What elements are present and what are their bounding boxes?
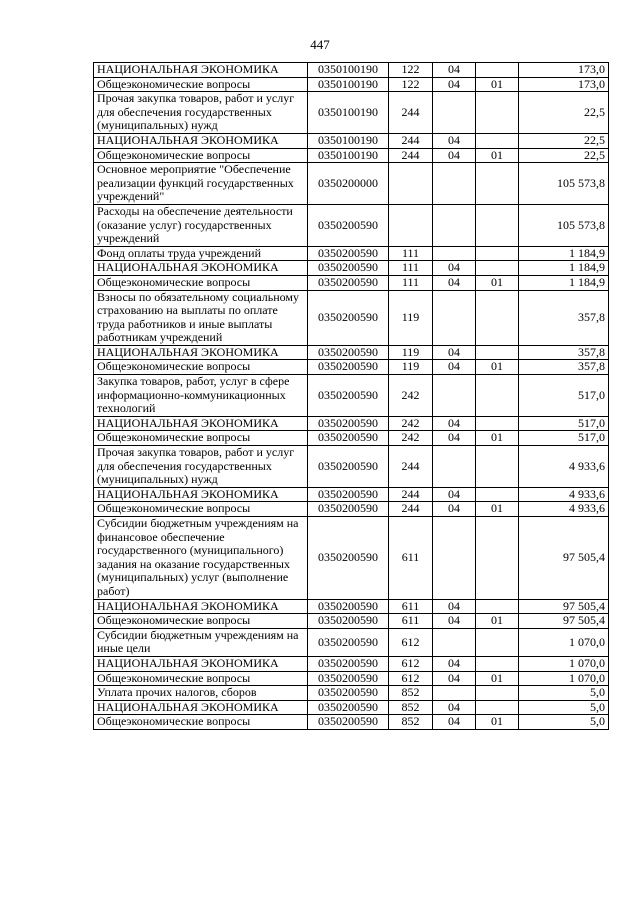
row-code-cell: 0350100190 (308, 63, 389, 78)
table-row (94, 628, 609, 656)
row-subsection-cell: 01 (476, 502, 519, 517)
row-section-cell (433, 204, 476, 246)
row-expense-type-cell: 612 (389, 656, 433, 671)
row-sum-cell: 97 505,4 (519, 599, 609, 614)
row-name-cell: Общеэкономические вопросы (94, 77, 308, 92)
row-subsection-cell (476, 290, 519, 345)
row-subsection-cell (476, 656, 519, 671)
row-subsection-cell (476, 700, 519, 715)
row-code-cell: 0350200590 (308, 502, 389, 517)
row-name-cell: Субсидии бюджетным учреждениям на иные цели (94, 628, 308, 656)
row-section-cell: 04 (433, 487, 476, 502)
row-sum-cell: 5,0 (519, 715, 609, 730)
row-sum-cell: 5,0 (519, 700, 609, 715)
row-subsection-cell (476, 446, 519, 488)
row-expense-type-cell: 244 (389, 92, 433, 134)
row-sum-cell: 517,0 (519, 416, 609, 431)
row-sum-cell: 1 184,9 (519, 261, 609, 276)
row-code-cell: 0350200590 (308, 431, 389, 446)
row-sum-cell: 97 505,4 (519, 517, 609, 600)
row-code-cell: 0350200590 (308, 517, 389, 600)
row-name-cell: Субсидии бюджетным учреждениям на финансовое обеспечение государственного (муниципального) задания на оказание государственных (муниципальных) услуг (выполнение работ) (94, 517, 308, 600)
row-section-cell: 04 (433, 416, 476, 431)
row-code-cell: 0350200590 (308, 656, 389, 671)
row-sum-cell: 173,0 (519, 63, 609, 78)
row-expense-type-cell: 611 (389, 614, 433, 629)
row-subsection-cell: 01 (476, 671, 519, 686)
row-section-cell: 04 (433, 599, 476, 614)
row-subsection-cell (476, 163, 519, 205)
table-row (94, 77, 609, 92)
budget-table-body (94, 63, 609, 730)
row-expense-type-cell: 244 (389, 502, 433, 517)
row-section-cell: 04 (433, 345, 476, 360)
row-expense-type-cell: 111 (389, 261, 433, 276)
table-row (94, 375, 609, 417)
row-section-cell: 04 (433, 77, 476, 92)
row-subsection-cell (476, 375, 519, 417)
table-row (94, 204, 609, 246)
row-name-cell: НАЦИОНАЛЬНАЯ ЭКОНОМИКА (94, 656, 308, 671)
table-row (94, 599, 609, 614)
row-code-cell: 0350200590 (308, 275, 389, 290)
row-section-cell: 04 (433, 148, 476, 163)
row-code-cell: 0350200590 (308, 686, 389, 701)
row-expense-type-cell: 244 (389, 487, 433, 502)
row-code-cell: 0350100190 (308, 77, 389, 92)
row-section-cell (433, 446, 476, 488)
row-name-cell: Расходы на обеспечение деятельности (оказание услуг) государственных учреждений (94, 204, 308, 246)
row-section-cell (433, 628, 476, 656)
row-expense-type-cell: 122 (389, 77, 433, 92)
row-name-cell: НАЦИОНАЛЬНАЯ ЭКОНОМИКА (94, 261, 308, 276)
row-code-cell: 0350200590 (308, 700, 389, 715)
row-sum-cell: 4 933,6 (519, 446, 609, 488)
row-expense-type-cell: 852 (389, 686, 433, 701)
row-section-cell: 04 (433, 614, 476, 629)
row-subsection-cell (476, 204, 519, 246)
table-row (94, 290, 609, 345)
row-sum-cell: 22,5 (519, 133, 609, 148)
row-name-cell: Общеэкономические вопросы (94, 614, 308, 629)
row-code-cell: 0350200590 (308, 204, 389, 246)
row-sum-cell: 1 184,9 (519, 275, 609, 290)
row-sum-cell: 357,8 (519, 345, 609, 360)
table-row (94, 686, 609, 701)
row-sum-cell: 517,0 (519, 375, 609, 417)
table-row (94, 163, 609, 205)
row-code-cell: 0350200590 (308, 375, 389, 417)
row-section-cell: 04 (433, 360, 476, 375)
row-expense-type-cell: 612 (389, 628, 433, 656)
row-subsection-cell: 01 (476, 715, 519, 730)
row-section-cell (433, 246, 476, 261)
row-subsection-cell: 01 (476, 77, 519, 92)
row-name-cell: Закупка товаров, работ, услуг в сфере информационно-коммуникационных технологий (94, 375, 308, 417)
row-section-cell (433, 163, 476, 205)
row-code-cell: 0350200590 (308, 446, 389, 488)
page-number: 447 (310, 37, 330, 52)
row-section-cell: 04 (433, 133, 476, 148)
row-sum-cell: 517,0 (519, 431, 609, 446)
row-name-cell: Общеэкономические вопросы (94, 502, 308, 517)
table-row (94, 487, 609, 502)
row-name-cell: НАЦИОНАЛЬНАЯ ЭКОНОМИКА (94, 133, 308, 148)
row-sum-cell: 105 573,8 (519, 204, 609, 246)
row-subsection-cell (476, 63, 519, 78)
row-expense-type-cell: 242 (389, 416, 433, 431)
row-name-cell: НАЦИОНАЛЬНАЯ ЭКОНОМИКА (94, 345, 308, 360)
row-expense-type-cell: 119 (389, 360, 433, 375)
row-sum-cell: 1 070,0 (519, 628, 609, 656)
row-code-cell: 0350200590 (308, 671, 389, 686)
row-code-cell: 0350100190 (308, 92, 389, 134)
row-expense-type-cell: 852 (389, 700, 433, 715)
row-sum-cell: 97 505,4 (519, 614, 609, 629)
row-expense-type-cell: 111 (389, 275, 433, 290)
table-row (94, 261, 609, 276)
row-sum-cell: 1 070,0 (519, 656, 609, 671)
row-subsection-cell (476, 261, 519, 276)
row-expense-type-cell: 244 (389, 133, 433, 148)
row-expense-type-cell: 611 (389, 517, 433, 600)
row-section-cell: 04 (433, 431, 476, 446)
row-section-cell (433, 92, 476, 134)
table-row (94, 416, 609, 431)
row-code-cell: 0350200590 (308, 261, 389, 276)
row-sum-cell: 357,8 (519, 290, 609, 345)
row-sum-cell: 173,0 (519, 77, 609, 92)
row-code-cell: 0350200590 (308, 345, 389, 360)
table-row (94, 656, 609, 671)
row-expense-type-cell (389, 163, 433, 205)
row-expense-type-cell: 119 (389, 290, 433, 345)
row-subsection-cell: 01 (476, 275, 519, 290)
row-code-cell: 0350200590 (308, 246, 389, 261)
row-sum-cell: 105 573,8 (519, 163, 609, 205)
row-code-cell: 0350200590 (308, 614, 389, 629)
row-name-cell: НАЦИОНАЛЬНАЯ ЭКОНОМИКА (94, 599, 308, 614)
row-name-cell: Общеэкономические вопросы (94, 715, 308, 730)
row-subsection-cell (476, 133, 519, 148)
row-section-cell: 04 (433, 700, 476, 715)
row-name-cell: Общеэкономические вопросы (94, 431, 308, 446)
row-code-cell: 0350200590 (308, 715, 389, 730)
row-section-cell: 04 (433, 671, 476, 686)
row-name-cell: Прочая закупка товаров, работ и услуг для обеспечения государственных (муниципальных) нужд (94, 446, 308, 488)
row-subsection-cell: 01 (476, 431, 519, 446)
table-row (94, 63, 609, 78)
row-expense-type-cell (389, 204, 433, 246)
row-subsection-cell (476, 517, 519, 600)
table-row (94, 246, 609, 261)
row-expense-type-cell: 242 (389, 375, 433, 417)
table-row (94, 700, 609, 715)
row-sum-cell: 22,5 (519, 148, 609, 163)
row-subsection-cell: 01 (476, 360, 519, 375)
row-expense-type-cell: 122 (389, 63, 433, 78)
row-section-cell (433, 290, 476, 345)
table-row (94, 345, 609, 360)
row-expense-type-cell: 852 (389, 715, 433, 730)
row-section-cell: 04 (433, 275, 476, 290)
row-expense-type-cell: 242 (389, 431, 433, 446)
table-row (94, 614, 609, 629)
row-sum-cell: 357,8 (519, 360, 609, 375)
row-name-cell: Прочая закупка товаров, работ и услуг для обеспечения государственных (муниципальных) нужд (94, 92, 308, 134)
table-row (94, 715, 609, 730)
row-subsection-cell (476, 686, 519, 701)
row-subsection-cell (476, 599, 519, 614)
row-subsection-cell (476, 345, 519, 360)
row-code-cell: 0350100190 (308, 148, 389, 163)
row-name-cell: НАЦИОНАЛЬНАЯ ЭКОНОМИКА (94, 63, 308, 78)
table-row (94, 148, 609, 163)
row-subsection-cell (476, 628, 519, 656)
row-sum-cell: 1 070,0 (519, 671, 609, 686)
row-sum-cell: 4 933,6 (519, 502, 609, 517)
row-subsection-cell (476, 246, 519, 261)
table-row (94, 133, 609, 148)
table-row (94, 671, 609, 686)
row-code-cell: 0350200590 (308, 290, 389, 345)
row-code-cell: 0350200590 (308, 599, 389, 614)
row-subsection-cell (476, 416, 519, 431)
row-sum-cell: 22,5 (519, 92, 609, 134)
row-code-cell: 0350200590 (308, 628, 389, 656)
row-name-cell: Фонд оплаты труда учреждений (94, 246, 308, 261)
table-row (94, 517, 609, 600)
row-sum-cell: 5,0 (519, 686, 609, 701)
row-expense-type-cell: 244 (389, 148, 433, 163)
table-row (94, 360, 609, 375)
row-name-cell: НАЦИОНАЛЬНАЯ ЭКОНОМИКА (94, 487, 308, 502)
row-sum-cell: 1 184,9 (519, 246, 609, 261)
row-name-cell: Общеэкономические вопросы (94, 148, 308, 163)
row-name-cell: Общеэкономические вопросы (94, 275, 308, 290)
row-code-cell: 0350100190 (308, 133, 389, 148)
row-section-cell (433, 686, 476, 701)
row-name-cell: Взносы по обязательному социальному страхованию на выплаты по оплате труда работников и иные выплаты работникам учреждений (94, 290, 308, 345)
row-section-cell (433, 517, 476, 600)
row-code-cell: 0350200000 (308, 163, 389, 205)
row-name-cell: Общеэкономические вопросы (94, 360, 308, 375)
table-row (94, 431, 609, 446)
row-name-cell: Уплата прочих налогов, сборов (94, 686, 308, 701)
row-expense-type-cell: 611 (389, 599, 433, 614)
row-code-cell: 0350200590 (308, 360, 389, 375)
row-expense-type-cell: 244 (389, 446, 433, 488)
row-sum-cell: 4 933,6 (519, 487, 609, 502)
row-code-cell: 0350200590 (308, 487, 389, 502)
row-expense-type-cell: 119 (389, 345, 433, 360)
table-row (94, 446, 609, 488)
table-row (94, 502, 609, 517)
row-name-cell: Общеэкономические вопросы (94, 671, 308, 686)
row-section-cell: 04 (433, 502, 476, 517)
row-subsection-cell (476, 487, 519, 502)
row-name-cell: Основное мероприятие "Обеспечение реализации функций государственных учреждений" (94, 163, 308, 205)
row-section-cell (433, 375, 476, 417)
row-subsection-cell: 01 (476, 614, 519, 629)
row-code-cell: 0350200590 (308, 416, 389, 431)
row-name-cell: НАЦИОНАЛЬНАЯ ЭКОНОМИКА (94, 416, 308, 431)
table-row (94, 275, 609, 290)
budget-table (93, 62, 609, 730)
row-expense-type-cell: 111 (389, 246, 433, 261)
row-section-cell: 04 (433, 63, 476, 78)
row-expense-type-cell: 612 (389, 671, 433, 686)
row-name-cell: НАЦИОНАЛЬНАЯ ЭКОНОМИКА (94, 700, 308, 715)
row-section-cell: 04 (433, 715, 476, 730)
table-row (94, 92, 609, 134)
row-subsection-cell: 01 (476, 148, 519, 163)
row-section-cell: 04 (433, 656, 476, 671)
row-section-cell: 04 (433, 261, 476, 276)
row-subsection-cell (476, 92, 519, 134)
